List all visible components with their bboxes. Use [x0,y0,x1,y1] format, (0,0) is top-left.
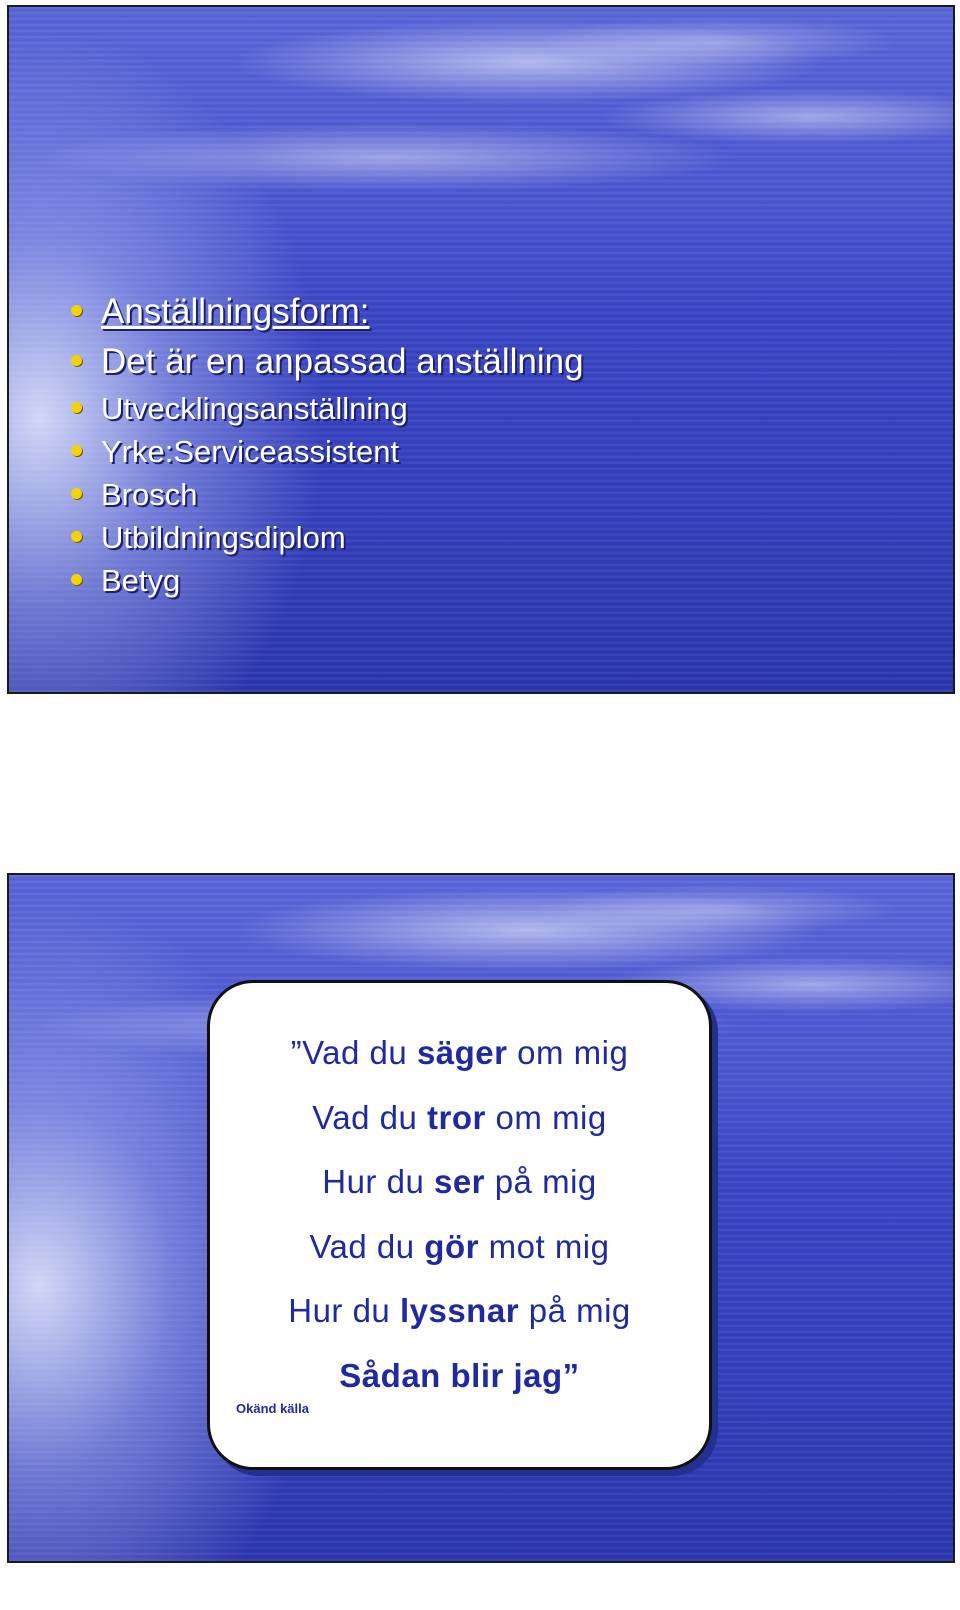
quote-text: Hur du [322,1163,434,1200]
quote-source: Okänd källa [236,1401,309,1416]
bullet-item [71,559,584,602]
bullet-dot-icon [71,488,82,499]
bullet-item [71,337,584,387]
quote-text: Vad du [309,1227,425,1265]
slide-quote [7,873,955,1563]
bullet-item [71,287,584,337]
bullet-text: Brosch [101,477,198,512]
quote-emphasis: gör [424,1227,479,1265]
quote-emphasis: ser [433,1163,486,1200]
bullet-text: Utvecklingsanställning [101,391,408,426]
bullet-text: Anställningsform: [101,292,370,331]
quote-text: Hur du [288,1292,400,1329]
bullet-text: Utbildningsdiplom [101,520,346,555]
bullet-item [71,387,584,430]
quote-text: om mig [507,1034,629,1071]
quote-text: mot mig [478,1227,610,1265]
bullet-text: Yrke:Serviceassistent [101,434,400,469]
bullet-dot-icon [71,355,82,366]
quote-line [210,1279,709,1344]
slide-employment-info [7,5,955,694]
quote-line [210,1150,709,1215]
bullet-item [71,473,584,516]
bullet-text: Det är en anpassad anställning [101,342,584,381]
bullet-dot-icon [71,531,82,542]
bullet-dot-icon [71,445,82,456]
quote-line [210,1086,709,1151]
quote-emphasis: tror [427,1098,486,1136]
quote-lines [210,1021,709,1408]
quote-emphasis: säger [416,1034,508,1071]
bullet-item [71,430,584,473]
quote-box [207,980,712,1470]
quote-final-line: Sådan blir jag” [339,1356,580,1394]
quote-text: på mig [485,1163,597,1200]
bullet-dot-icon [71,574,82,585]
bullet-list [71,287,584,602]
quote-emphasis: lyssnar [399,1292,520,1329]
quote-text: om mig [485,1098,607,1136]
bullet-text: Betyg [101,563,181,598]
quote-text: på mig [519,1292,631,1329]
quote-line [210,1215,709,1280]
bullet-dot-icon [71,402,82,413]
quote-text: Vad du [312,1098,428,1136]
bullet-dot-icon [71,305,82,316]
quote-line [210,1021,709,1086]
bullet-item [71,516,584,559]
quote-text: ”Vad du [290,1034,417,1071]
